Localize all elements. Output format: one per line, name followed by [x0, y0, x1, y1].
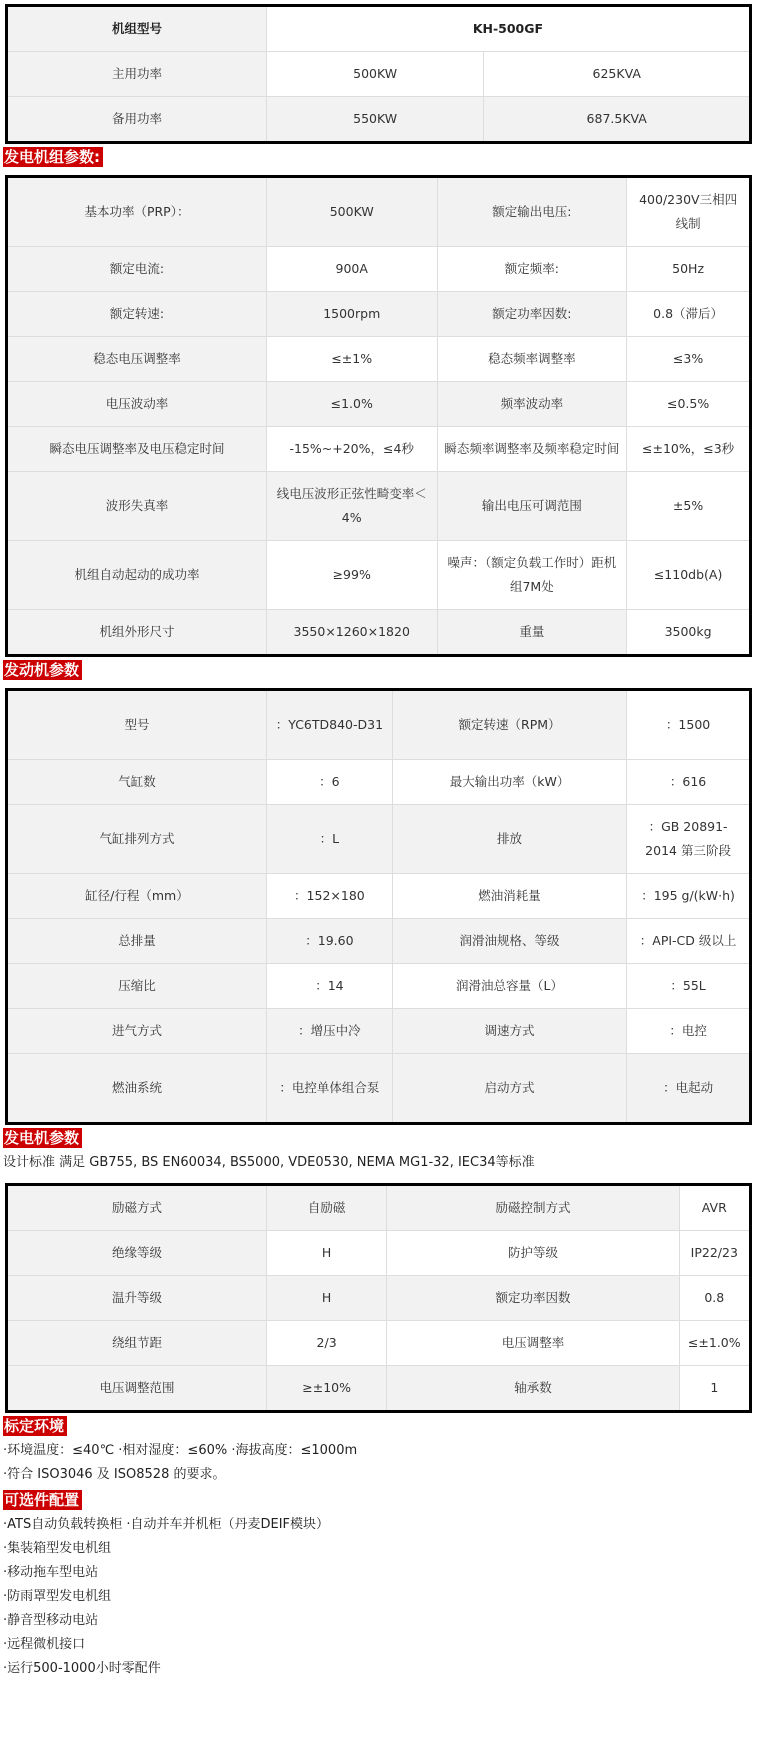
prime-power-label: 主用功率: [7, 52, 267, 97]
genset-section-title: 发电机组参数:: [3, 147, 757, 167]
table-row: [7, 247, 751, 292]
engine-params-table: [5, 688, 752, 1125]
param-value: ：616: [627, 760, 751, 805]
param-label: 额定输出电压:: [437, 177, 627, 247]
table-row: [7, 964, 751, 1009]
param-label: 压缩比: [7, 964, 267, 1009]
param-label: 瞬态电压调整率及电压稳定时间: [7, 427, 267, 472]
param-value: 自励磁: [266, 1185, 386, 1231]
param-value: 400/230V三相四线制: [627, 177, 751, 247]
param-label: 缸径/行程（mm）: [7, 874, 267, 919]
param-label: 额定转速（RPM）: [392, 690, 626, 760]
param-value: ：GB 20891-2014 第三阶段: [627, 805, 751, 874]
param-value: 0.8（滞后）: [627, 292, 751, 337]
param-value: ：增压中冷: [266, 1009, 392, 1054]
param-value: IP22/23: [679, 1231, 750, 1276]
table-row: [7, 337, 751, 382]
param-label: 电压波动率: [7, 382, 267, 427]
param-label: 润滑油总容量（L）: [392, 964, 626, 1009]
table-row: [7, 1366, 751, 1412]
param-value: ：195 g/(kW·h): [627, 874, 751, 919]
table-row: [7, 427, 751, 472]
table-row: [7, 6, 751, 52]
table-row: [7, 472, 751, 541]
param-value: H: [266, 1276, 386, 1321]
param-label: 额定功率因数:: [437, 292, 627, 337]
param-label: 润滑油规格、等级: [392, 919, 626, 964]
param-label: 噪声：（额定负载工作时）距机组7M处: [437, 541, 627, 610]
param-value: ：152×180: [266, 874, 392, 919]
option-item: ·ATS自动负载转换柜 ·自动并车并机柜（丹麦DEIF模块）: [3, 1517, 330, 1532]
prime-power-kw: 500KW: [266, 52, 484, 97]
param-label: 基本功率（PRP）：: [7, 177, 267, 247]
param-label: 电压调整范围: [7, 1366, 267, 1412]
table-row: [7, 1009, 751, 1054]
param-label: 输出电压可调范围: [437, 472, 627, 541]
param-value: H: [266, 1231, 386, 1276]
param-value: ≤110db(A): [627, 541, 751, 610]
param-label: 稳态频率调整率: [437, 337, 627, 382]
param-label: 瞬态频率调整率及频率稳定时间: [437, 427, 627, 472]
option-item: ·防雨罩型发电机组: [3, 1589, 112, 1604]
param-value: ：L: [266, 805, 392, 874]
param-value: ：电控单体组合泵: [266, 1054, 392, 1124]
table-row: [7, 97, 751, 143]
param-value: 0.8: [679, 1276, 750, 1321]
param-value: 1: [679, 1366, 750, 1412]
param-value: ：55L: [627, 964, 751, 1009]
param-value: 500KW: [266, 177, 437, 247]
model-value: KH-500GF: [266, 6, 750, 52]
model-summary-table: [5, 4, 752, 144]
param-label: 总排量: [7, 919, 267, 964]
alternator-params-table: [5, 1183, 752, 1413]
param-value: ≥±10%: [266, 1366, 386, 1412]
param-value: ≤0.5%: [627, 382, 751, 427]
model-label: 机组型号: [7, 6, 267, 52]
option-item: ·移动拖车型电站: [3, 1565, 99, 1580]
param-label: 型号: [7, 690, 267, 760]
param-value: 1500rpm: [266, 292, 437, 337]
option-item: ·远程微机接口: [3, 1637, 86, 1652]
engine-section-title: 发动机参数: [3, 660, 757, 680]
param-value: AVR: [679, 1185, 750, 1231]
param-value: ：电起动: [627, 1054, 751, 1124]
table-row: [7, 292, 751, 337]
param-label: 防护等级: [387, 1231, 679, 1276]
table-row: [7, 690, 751, 760]
table-row: [7, 1321, 751, 1366]
param-value: ≥99%: [266, 541, 437, 610]
param-label: 启动方式: [392, 1054, 626, 1124]
param-value: 50Hz: [627, 247, 751, 292]
param-label: 绝缘等级: [7, 1231, 267, 1276]
param-label: 额定电流:: [7, 247, 267, 292]
param-label: 额定频率:: [437, 247, 627, 292]
param-value: -15%~+20%，≤4秒: [266, 427, 437, 472]
param-label: 进气方式: [7, 1009, 267, 1054]
param-label: 机组外形尺寸: [7, 610, 267, 656]
param-value: ≤1.0%: [266, 382, 437, 427]
param-label: 温升等级: [7, 1276, 267, 1321]
environment-line-2: ·符合 ISO3046 及 ISO8528 的要求。: [3, 1467, 226, 1482]
param-value: ：电控: [627, 1009, 751, 1054]
table-row: [7, 610, 751, 656]
standby-power-kw: 550KW: [266, 97, 484, 143]
standby-power-kva: 687.5KVA: [484, 97, 751, 143]
param-value: ：YC6TD840-D31: [266, 690, 392, 760]
param-value: ±5%: [627, 472, 751, 541]
prime-power-kva: 625KVA: [484, 52, 751, 97]
param-value: ≤±10%，≤3秒: [627, 427, 751, 472]
table-row: [7, 177, 751, 247]
table-row: [7, 760, 751, 805]
param-label: 励磁方式: [7, 1185, 267, 1231]
table-row: [7, 1054, 751, 1124]
table-row: [7, 1231, 751, 1276]
param-value: 3500kg: [627, 610, 751, 656]
table-row: [7, 382, 751, 427]
environment-line-1: ·环境温度：≤40℃ ·相对湿度：≤60% ·海拔高度：≤1000m: [3, 1443, 358, 1458]
table-row: [7, 919, 751, 964]
param-value: 2/3: [266, 1321, 386, 1366]
table-row: [7, 541, 751, 610]
param-label: 额定转速:: [7, 292, 267, 337]
param-label: 稳态电压调整率: [7, 337, 267, 382]
param-value: ：19.60: [266, 919, 392, 964]
param-label: 气缸数: [7, 760, 267, 805]
param-label: 燃油系统: [7, 1054, 267, 1124]
param-label: 频率波动率: [437, 382, 627, 427]
table-row: [7, 805, 751, 874]
param-label: 机组自动起动的成功率: [7, 541, 267, 610]
param-label: 气缸排列方式: [7, 805, 267, 874]
param-label: 电压调整率: [387, 1321, 679, 1366]
param-label: 重量: [437, 610, 627, 656]
param-label: 波形失真率: [7, 472, 267, 541]
param-value: 900A: [266, 247, 437, 292]
environment-section-title: 标定环境: [3, 1416, 757, 1436]
option-item: ·运行500-1000小时零配件: [3, 1661, 161, 1676]
param-value: ：API-CD 级以上: [627, 919, 751, 964]
param-label: 燃油消耗量: [392, 874, 626, 919]
param-label: 调速方式: [392, 1009, 626, 1054]
table-row: [7, 874, 751, 919]
alternator-section-title: 发电机参数: [3, 1128, 757, 1148]
table-row: [7, 52, 751, 97]
option-item: ·静音型移动电站: [3, 1613, 99, 1628]
param-label: 绕组节距: [7, 1321, 267, 1366]
table-row: [7, 1185, 751, 1231]
option-item: ·集装箱型发电机组: [3, 1541, 112, 1556]
param-label: 排放: [392, 805, 626, 874]
design-standard-text: 设计标准 满足 GB755, BS EN60034, BS5000, VDE0530, NEMA MG1-32, IEC34等标准: [3, 1155, 535, 1170]
table-row: [7, 1276, 751, 1321]
param-value: ：1500: [627, 690, 751, 760]
param-label: 最大输出功率（kW）: [392, 760, 626, 805]
standby-power-label: 备用功率: [7, 97, 267, 143]
param-value: ：14: [266, 964, 392, 1009]
param-label: 轴承数: [387, 1366, 679, 1412]
param-label: 励磁控制方式: [387, 1185, 679, 1231]
genset-params-table: [5, 175, 752, 657]
param-value: ：6: [266, 760, 392, 805]
param-value: 3550×1260×1820: [266, 610, 437, 656]
param-value: ≤±1.0%: [679, 1321, 750, 1366]
param-value: ≤±1%: [266, 337, 437, 382]
param-label: 额定功率因数: [387, 1276, 679, 1321]
param-value: 线电压波形正弦性畸变率＜4%: [266, 472, 437, 541]
param-value: ≤3%: [627, 337, 751, 382]
options-section-title: 可选件配置: [3, 1490, 757, 1510]
